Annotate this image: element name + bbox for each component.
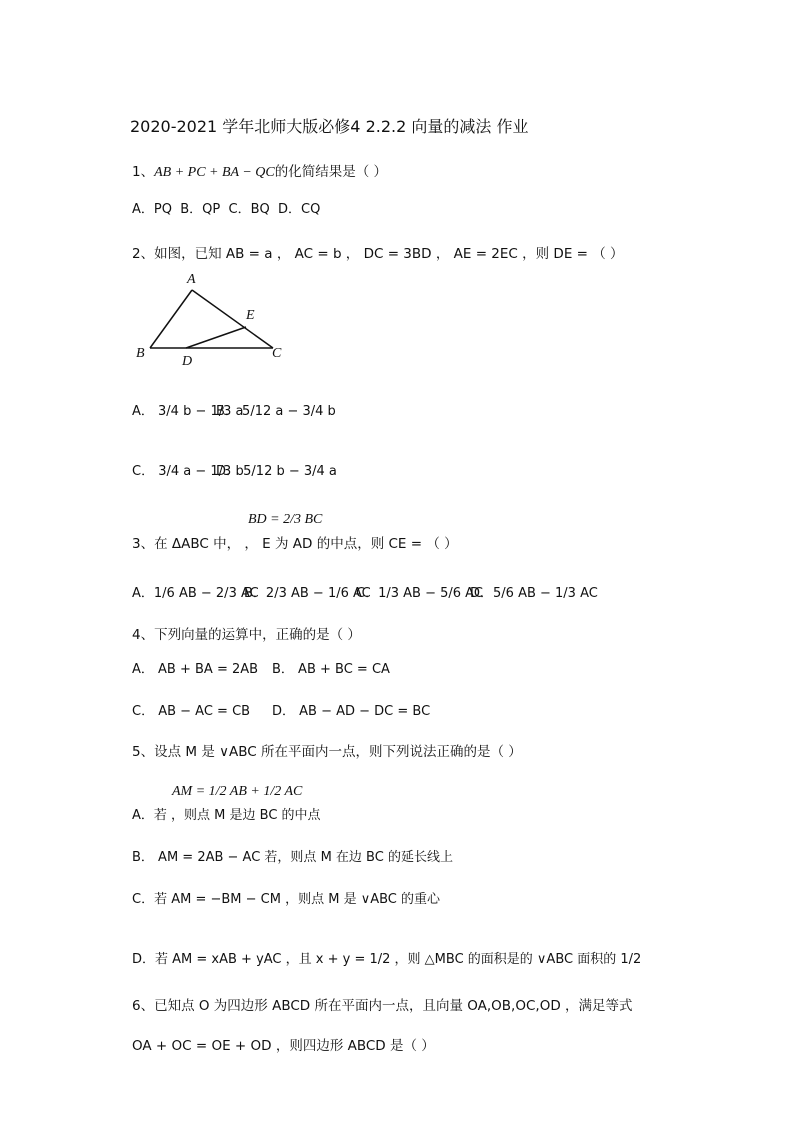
q4-stem: 4、下列向量的运算中，正确的是（ ） — [132, 627, 361, 643]
q4-option-d: D． AB − AD − DC = BC — [272, 704, 431, 719]
q1-expression: AB + PC + BA − QC — [154, 165, 275, 180]
q4-option-b: B． AB + BC = CA — [272, 662, 390, 677]
q3-given: BD = 2/3 BC — [248, 512, 323, 527]
q1-options — [132, 198, 320, 217]
label-c: C — [272, 346, 282, 361]
label-b: B — [136, 346, 145, 361]
q3-option-b: B．2/3 AB − 1/6 AC — [244, 586, 371, 601]
label-a: A — [187, 272, 196, 287]
page-title: 2020-2021 学年北师大版必修4 2.2.2 向量的减法 作业 — [130, 117, 529, 136]
q6-line-1: 6、已知点 O 为四边形 ABCD 所在平面内一点，且向量 OA,OB,OC,OD ，满足等式 — [132, 998, 633, 1014]
segment-de — [186, 327, 246, 348]
q3-option-d: D．5/6 AB − 1/3 AC — [470, 586, 598, 601]
q1-number: 1、 — [132, 164, 155, 180]
q2-option-a: A． 3/4 b − 1/3 a — [132, 404, 244, 419]
q1-option-a: A．PQ — [132, 202, 172, 217]
q2-option-c: C． 3/4 a − 1/3 b — [132, 464, 244, 479]
question-1 — [132, 160, 387, 181]
q1-option-d: D．CQ — [278, 202, 321, 217]
q1-stem: 的化简结果是（ ） — [274, 164, 388, 180]
q5-option-d: D．若 AM = xAB + yAC ，且 x + y = 1/2 ，则 △MBC 的面积是的 ∨ABC 面积的 1/2 — [132, 952, 642, 967]
q5-stem: 5、设点 M 是 ∨ABC 所在平面内一点，则下列说法正确的是（ ） — [132, 744, 522, 760]
q4-option-c: C． AB − AC = CB — [132, 704, 251, 719]
q5-option-a-expr: AM = 1/2 AB + 1/2 AC — [172, 784, 303, 799]
q3-option-a: A．1/6 AB − 2/3 AC — [132, 586, 259, 601]
q3-stem: 3、在 ΔABC 中， ， E 为 AD 的中点，则 CE = （ ） — [132, 536, 458, 552]
q1-option-b: B．QP — [180, 202, 221, 217]
q5-option-b: B． AM = 2AB − AC 若，则点 M 在边 BC 的延长线上 — [132, 850, 453, 865]
q3-option-c: C．1/3 AB − 5/6 AC — [356, 586, 483, 601]
q4-option-a: A． AB + BA = 2AB — [132, 662, 259, 677]
q2-stem: 2、如图，已知 AB = a ， AC = b ， DC = 3BD ， AE = 2EC ，则 DE = （ ） — [132, 246, 624, 262]
edge-ab — [150, 290, 192, 348]
edge-ac — [192, 290, 273, 348]
q5-option-c: C．若 AM = −BM − CM ，则点 M 是 ∨ABC 的重心 — [132, 892, 441, 907]
q6-line-2: OA + OC = OE + OD ，则四边形 ABCD 是（ ） — [132, 1038, 435, 1054]
q1-option-c: C．BQ — [228, 202, 270, 217]
label-d: D — [182, 354, 193, 369]
q2-option-b: B． 5/12 a − 3/4 b — [216, 404, 336, 419]
label-e: E — [246, 308, 255, 323]
q2-option-d: D． 5/12 b − 3/4 a — [216, 464, 337, 479]
q5-option-a: A．若 ，则点 M 是边 BC 的中点 — [132, 808, 321, 823]
